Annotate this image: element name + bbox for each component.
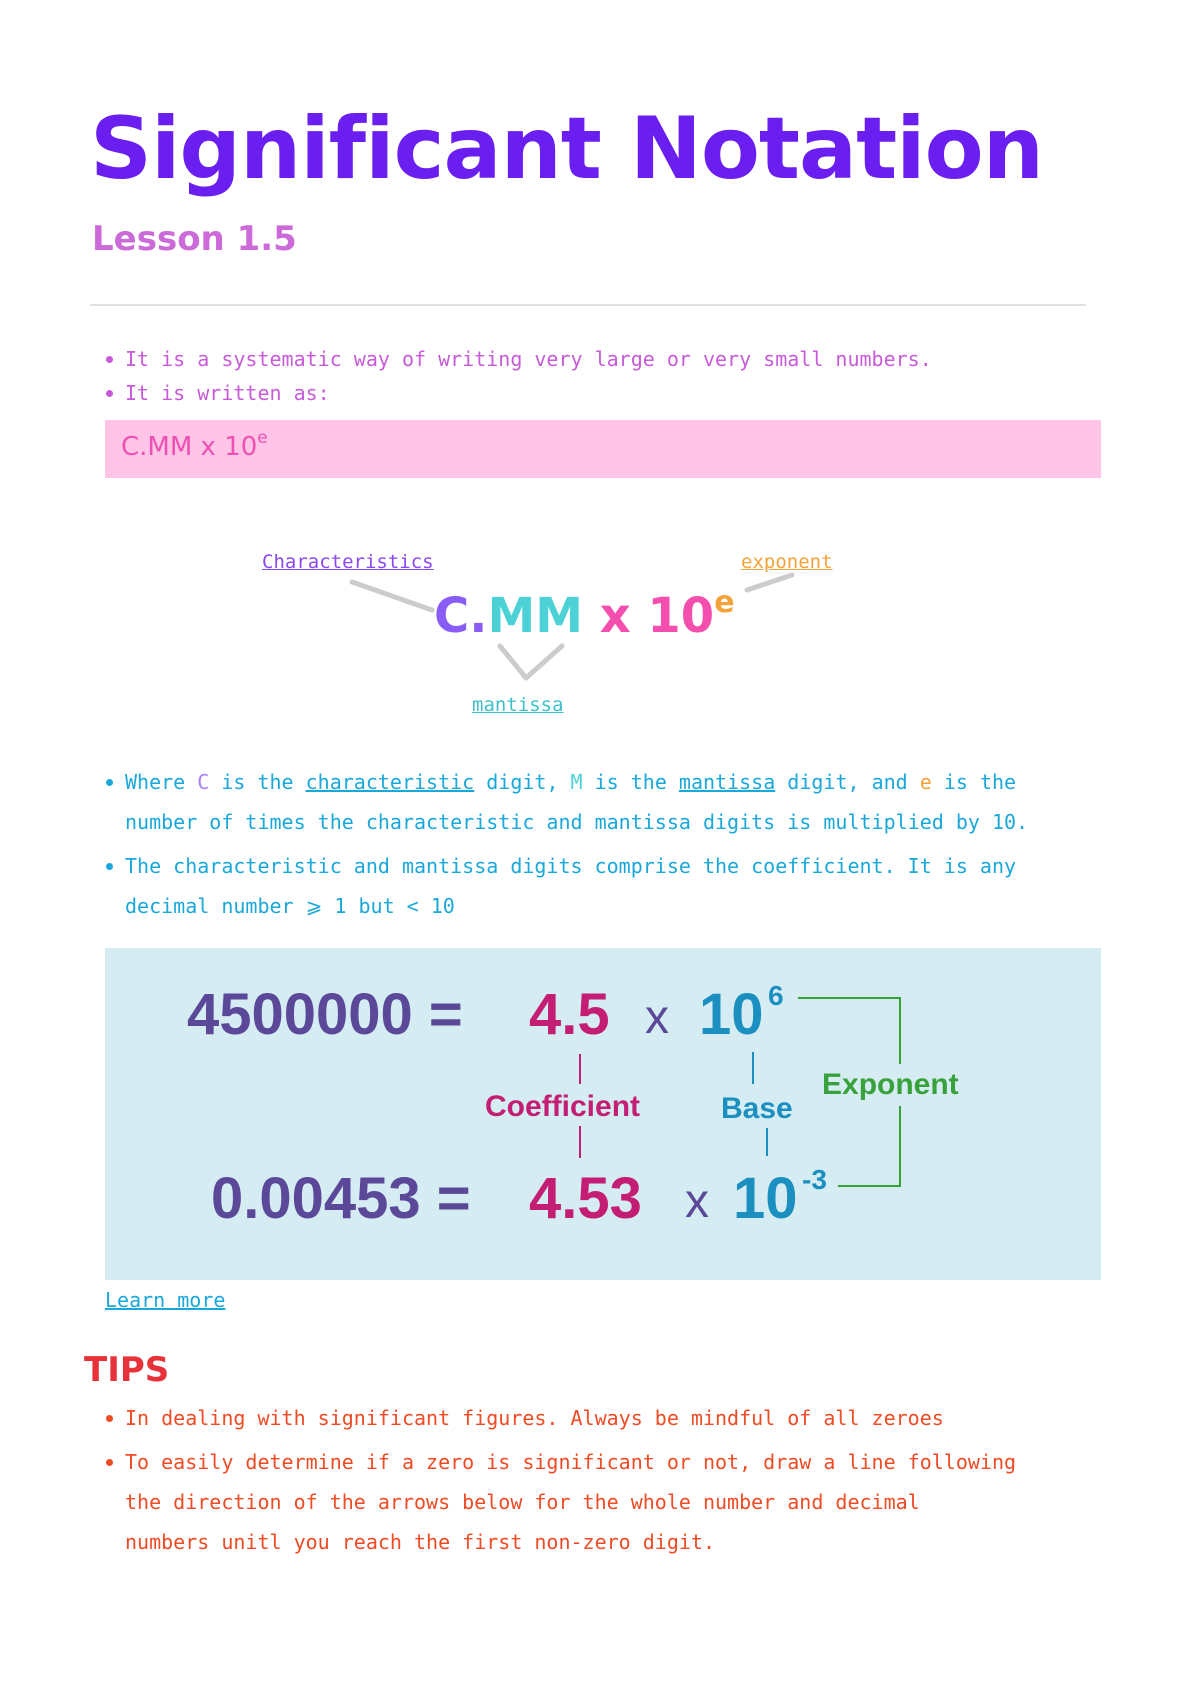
lesson-subtitle: Lesson 1.5 (92, 219, 297, 259)
text: the direction of the arrows below for the whole number and decimal (125, 1490, 920, 1514)
exponent-2: -3 (802, 1164, 827, 1195)
page-title: Significant Notation (90, 99, 1043, 199)
mantissa-label: mantissa (472, 694, 564, 716)
characteristic-term: characteristic (305, 770, 475, 794)
exponent-label: exponent (741, 551, 833, 573)
learn-more-link[interactable]: Learn more (105, 1288, 226, 1312)
list-item (98, 846, 1028, 926)
text: is the (209, 770, 306, 794)
coefficient-1: 4.5 (529, 982, 610, 1047)
large-number: 4500000 = (187, 982, 463, 1047)
diagram-connector-lines (0, 0, 1200, 760)
list-item (98, 762, 1028, 842)
diagram-times-ten: x 10 (583, 588, 715, 644)
times-sign-2: x (685, 1175, 709, 1228)
base-label: Base (721, 1092, 793, 1125)
exponent-label-example: Exponent (822, 1068, 959, 1101)
diagram-characteristic: C (434, 588, 470, 644)
text: numbers unitl you reach the first non-zero digit. (125, 1530, 716, 1554)
exponent-1: 6 (768, 980, 784, 1011)
base-2: 10 (733, 1166, 798, 1231)
text: number of times the characteristic and mantissa digits is multiplied by 10. (125, 810, 1029, 834)
text: Where (125, 770, 198, 794)
list-item: It is a systematic way of writing very large or very small numbers. (98, 342, 932, 376)
diagram-exponent: e (714, 585, 735, 620)
diagram-dot: . (469, 588, 488, 644)
text: is the (582, 770, 679, 794)
definition-bullet-list (98, 762, 1028, 930)
coefficient-2: 4.53 (529, 1166, 642, 1231)
characteristics-label: Characteristics (262, 551, 434, 573)
c-symbol: C (197, 770, 210, 794)
formula-exponent: e (257, 428, 268, 448)
formula-base: C.MM x 10 (121, 432, 258, 462)
exponent-bracket-bottom (838, 1106, 900, 1186)
mantissa-term: mantissa (678, 770, 776, 794)
text: decimal number ⩾ 1 but < 10 (125, 894, 455, 918)
text: To easily determine if a zero is significant or not, draw a line following (125, 1450, 1017, 1474)
coefficient-label: Coefficient (485, 1090, 641, 1123)
e-symbol: e (919, 770, 932, 794)
list-item (98, 1442, 1016, 1562)
example-box (105, 948, 1101, 1280)
tips-bullet-list (98, 1398, 1016, 1566)
exponent-connector (747, 575, 792, 590)
characteristic-connector (352, 582, 432, 610)
diagram-mantissa: MM (487, 588, 583, 644)
text: is the (931, 770, 1017, 794)
exponent-bracket-top (798, 998, 900, 1064)
text: digit, (474, 770, 571, 794)
list-item: It is written as: (98, 376, 932, 410)
base-1: 10 (699, 982, 764, 1047)
times-sign-1: x (645, 991, 669, 1044)
mantissa-connector (500, 646, 562, 678)
list-item: In dealing with significant figures. Always be mindful of all zeroes (98, 1398, 1016, 1438)
diagram-formula (434, 585, 735, 644)
small-number: 0.00453 = (211, 1166, 471, 1231)
m-symbol: M (570, 770, 583, 794)
text: digit, and (775, 770, 920, 794)
tips-heading: TIPS (84, 1350, 170, 1390)
text: The characteristic and mantissa digits comprise the coefficient. It is any (125, 854, 1017, 878)
